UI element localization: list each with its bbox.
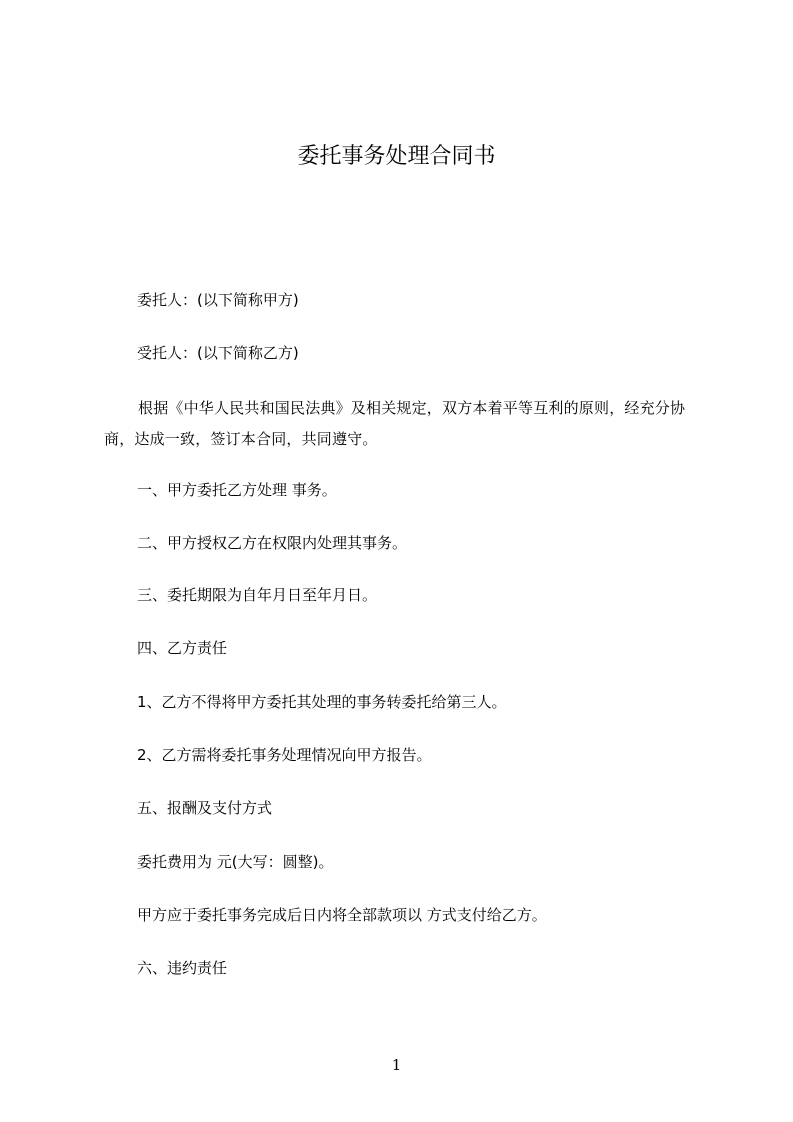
clause-3: 三、委托期限为自年月日至年月日。 xyxy=(137,586,378,604)
document-title: 委托事务处理合同书 xyxy=(297,144,496,169)
clause-6-heading: 六、违约责任 xyxy=(137,959,228,977)
clause-4-item-1: 1、乙方不得将甲方委托其处理的事务转委托给第三人。 xyxy=(137,693,507,711)
agent-line: 受托人：(以下简称乙方) xyxy=(137,344,299,362)
clause-5-heading: 五、报酬及支付方式 xyxy=(137,799,273,817)
fee-line: 委托费用为 元(大写：圆整)。 xyxy=(137,853,334,871)
principal-line: 委托人：(以下简称甲方) xyxy=(137,291,299,309)
clause-4-item-2: 2、乙方需将委托事务处理情况向甲方报告。 xyxy=(137,746,432,764)
preamble-paragraph: 根据《中华人民共和国民法典》及相关规定，双方本着平等互利的原则，经充分协商，达成一致，签订本合同，共同遵守。 xyxy=(104,399,686,448)
clause-2: 二、甲方授权乙方在权限内处理其事务。 xyxy=(137,534,408,552)
clause-1: 一、甲方委托乙方处理 事务。 xyxy=(137,481,337,499)
payment-line: 甲方应于委托事务完成后日内将全部款项以 方式支付给乙方。 xyxy=(137,906,547,924)
clause-4-heading: 四、乙方责任 xyxy=(137,639,228,657)
page-number: 1 xyxy=(391,1056,402,1074)
